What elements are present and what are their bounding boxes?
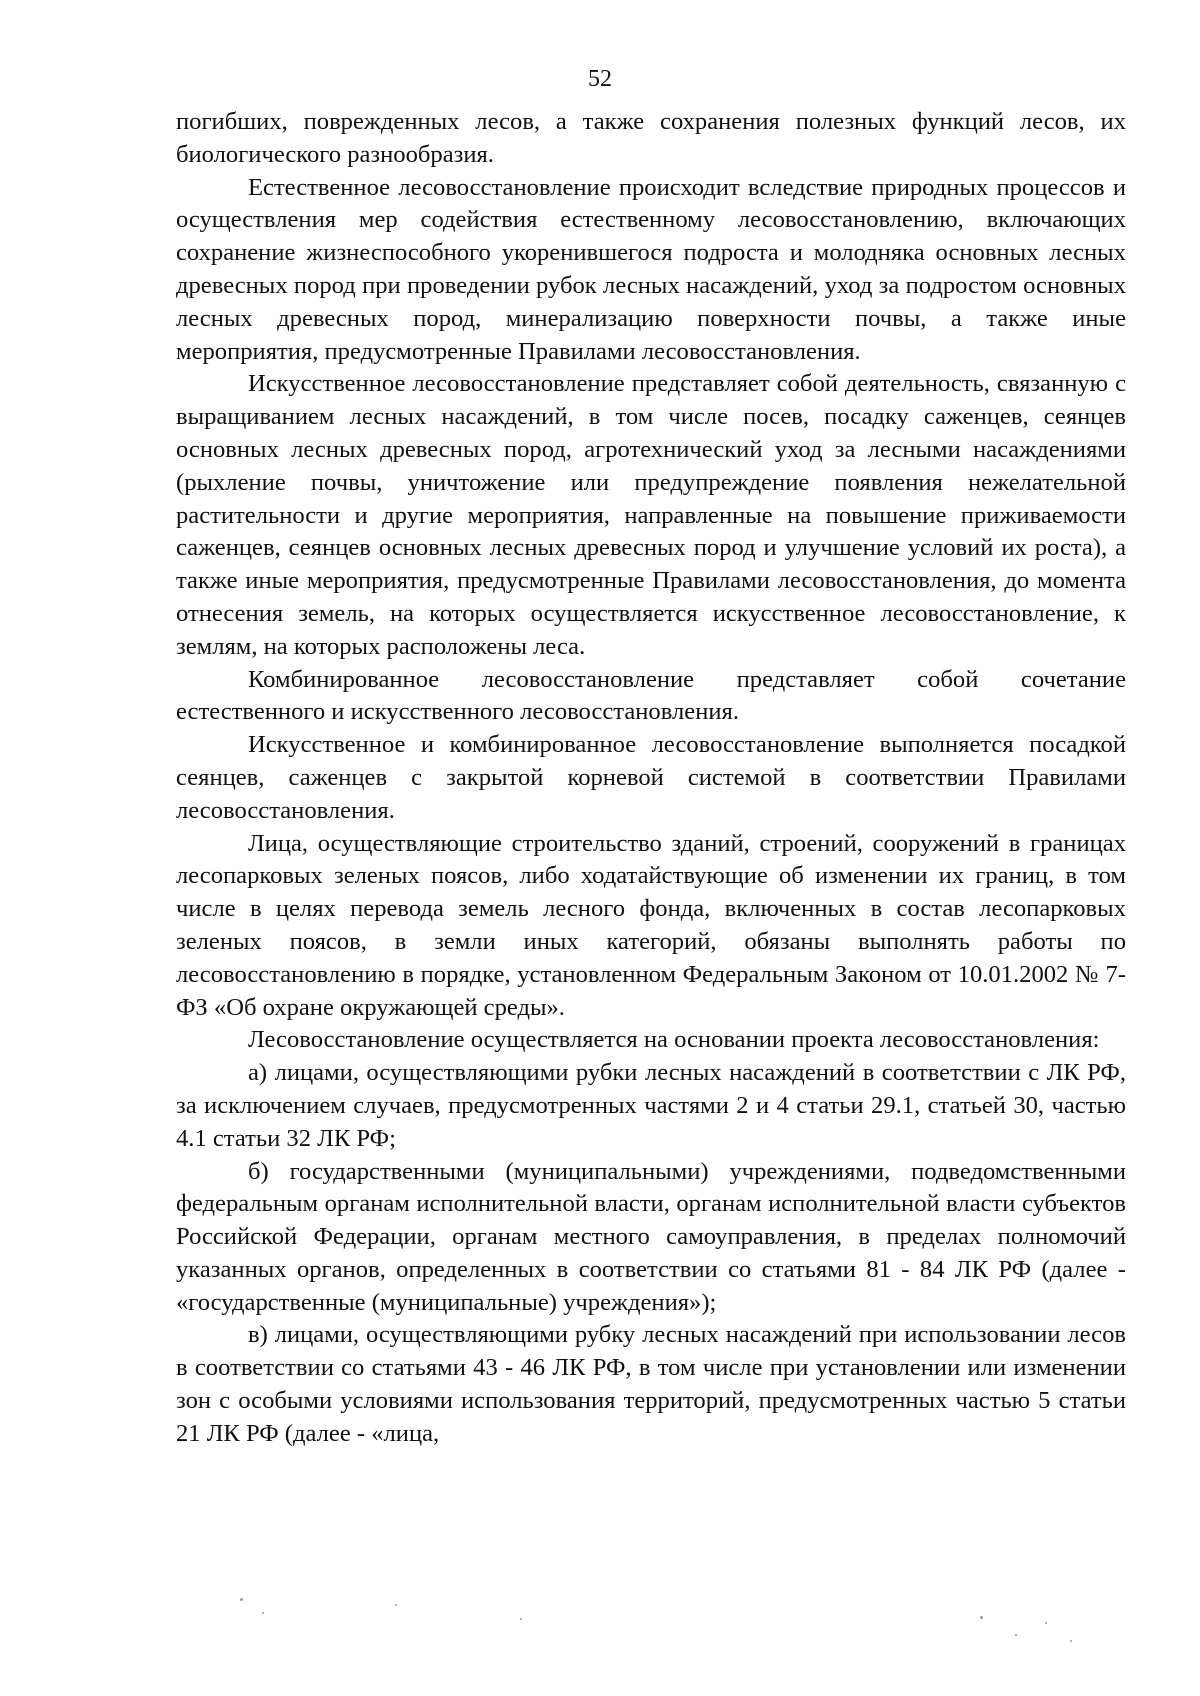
paragraph-green-belt-obligations: Лица, осуществляющие строительство зданий, строений, сооружений в границах лесопарковых зеленых поясов, либо ходатайствующие об изменении их границ, в том числе в целях перевода земель лесного фонда, включенных в состав лесопарковых зеленых поясов, в земли иных категорий, обязаны выполнять работы по лесовосстановлению в порядке, установленном Федеральным Законом от 10.01.2002 № 7-ФЗ «Об охране окружающей среды». bbox=[176, 829, 1126, 1021]
scan-speck bbox=[1070, 1640, 1072, 1642]
scan-speck bbox=[1045, 1622, 1047, 1624]
paragraph-natural-reforestation: Естественное лесовосстановление происходит вследствие природных процессов и осуществления мер содействия естественному лесовосстановлению, включающих сохранение жизнеспособного укоренившегося подроста и молодняка основных лесных древесных пород при проведении рубок лесных насаждений, уход за подростом основных лесных древесных пород, минерализацию поверхности почвы, а также иные мероприятия, предусмотренные Правилами лесовосстановления. bbox=[176, 173, 1126, 365]
list-item-a: а) лицами, осуществляющими рубки лесных насаждений в соответствии с ЛК РФ, за исключением случаев, предусмотренных частями 2 и 4 статьи 29.1, статьей 30, частью 4.1 статьи 32 ЛК РФ; bbox=[176, 1059, 1126, 1152]
scan-speck bbox=[520, 1618, 522, 1620]
scan-speck bbox=[240, 1598, 243, 1601]
paragraph-project-basis: Лесовосстановление осуществляется на основании проекта лесовосстановления: bbox=[248, 1026, 1100, 1054]
scan-speck bbox=[395, 1604, 397, 1606]
paragraph-artificial-reforestation: Искусственное лесовосстановление представляет собой деятельность, связанную с выращиванием лесных насаждений, в том числе посев, посадку саженцев, сеянцев основных лесных древесных пород, агротехнический уход за лесными насаждениями (рыхление почвы, уничтожение или предупреждение появления нежелательной растительности и другие мероприятия, направленные на повышение приживаемости саженцев, сеянцев основных лесных древесных пород и улучшение условий их роста), а также иные мероприятия, предусмотренные Правилами лесовосстановления, до момента отнесения земель, на которых осуществляется искусственное лесовосстановление, к землям, на которых расположены леса. bbox=[176, 370, 1126, 660]
paragraph-continuation: погибших, поврежденных лесов, а также сохранения полезных функций лесов, их биологического разнообразия. bbox=[176, 108, 1126, 168]
scan-speck bbox=[980, 1616, 983, 1619]
page-number: 52 bbox=[588, 66, 612, 92]
paragraph-planting-method: Искусственное и комбинированное лесовосстановление выполняется посадкой сеянцев, саженцев с закрытой корневой системой в соответствии Правилами лесовосстановления. bbox=[176, 731, 1126, 824]
list-item-b: б) государственными (муниципальными) учреждениями, подведомственными федеральным органам исполнительной власти, органам исполнительной власти субъектов Российской Федерации, органам местного самоуправления, в пределах полномочий указанных органов, определенных в соответствии со статьями 81 - 84 ЛК РФ (далее - «государственные (муниципальные) учреждения»); bbox=[176, 1157, 1126, 1316]
document-body bbox=[176, 106, 1126, 1451]
paragraph-combined-reforestation: Комбинированное лесовосстановление представляет собой сочетание естественного и искусственного лесовосстановления. bbox=[176, 665, 1126, 726]
list-item-c: в) лицами, осуществляющими рубку лесных насаждений при использовании лесов в соответствии со статьями 43 - 46 ЛК РФ, в том числе при установлении или изменении зон с особыми условиями использования территорий, предусмотренных частью 5 статьи 21 ЛК РФ (далее - «лица, bbox=[176, 1321, 1126, 1447]
scan-speck bbox=[262, 1612, 264, 1614]
scan-speck bbox=[1015, 1634, 1017, 1636]
